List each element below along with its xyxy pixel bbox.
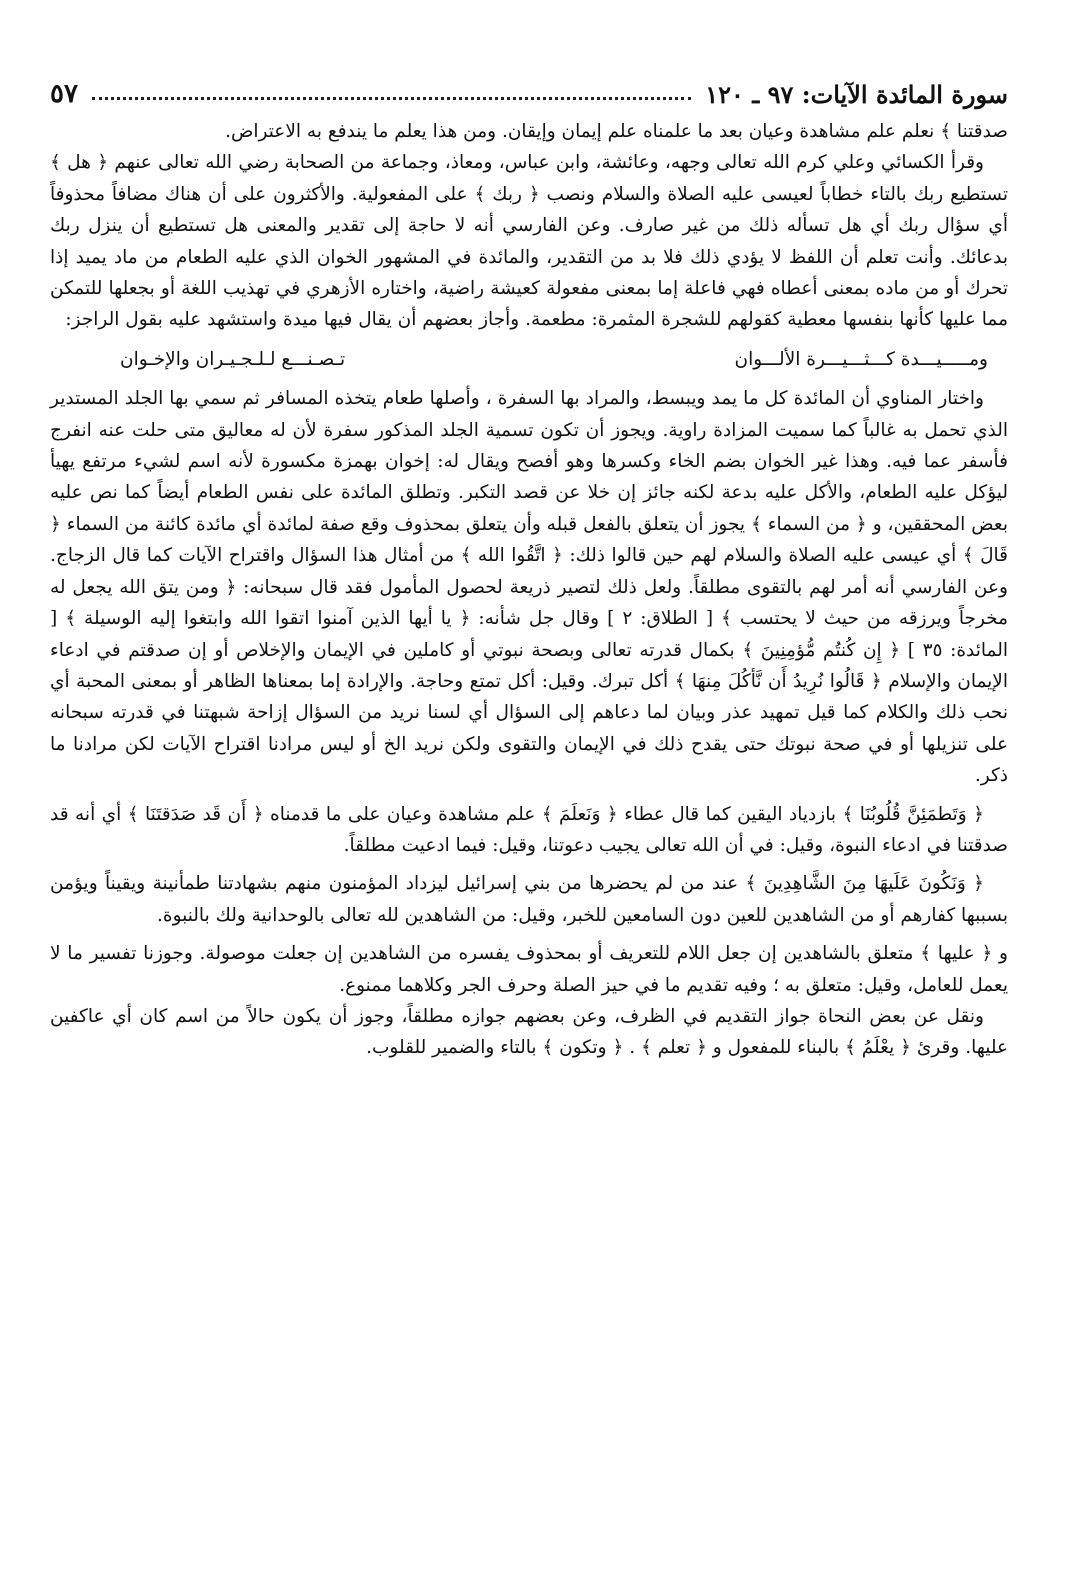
paragraph: واختار المناوي أن المائدة كل ما يمد ويبسط، والمراد بها السفرة ، وأصلها طعام يتخذه المسافر ثم سمي بها الجلد المستدير الذي تحمل به غالباً كما سميت المزادة راوية. ويجوز أن تكون تسمية الجلد المذكور سفرة لأن له معاليق متى حلت عنه انفرج فأسفر عما فيه. وهذا غير الخوان بضم الخاء وكسرها وهو أفصح ويقال له: إخوان بهمزة مكسورة لأنه اسم لشيء مرتفع يهيأ ليؤكل عليه الطعام، والأكل عليه بدعة لكنه جائز إن خلا عن قصد التكبر. وتطلق المائدة على نفس الطعام أيضاً كما نص عليه بعض المحققين، و ﴿ من السماء ﴾ يجوز أن يتعلق بالفعل قبله وأن يتعلق بمحذوف وقع صفة لمائدة أي مائدة كائنة من السماء ﴿ قَالَ ﴾ أي عيسى عليه الصلاة والسلام لهم حين قالوا ذلك: ﴿ اتَّقُوا الله ﴾ من أمثال هذا السؤال واقتراح الآيات كما قال الزجاج. وعن الفارسي أنه أمر لهم بالتقوى مطلقاً. ولعل ذلك لتصير ذريعة لحصول المأمول فقد قال سبحانه: ﴿ ومن يتق الله يجعل له مخرجاً ويرزقه من حيث لا يحتسب ﴾ [ الطلاق: ٢ ] وقال جل شأنه: ﴿ يا أيها الذين آمنوا اتقوا الله وابتغوا إليه الوسيلة ﴾ [ المائدة: ٣٥ ] ﴿ إِن كُنتُم مُّؤمِنِينَ ﴾ بكمال قدرته تعالى وبصحة نبوتي أو كاملين في الإيمان والإخلاص أو إن صدقتم في ادعاء الإيمان والإسلام ﴿ قَالُوا نُرِيدُ أَن نَّأكُلَ مِنهَا ﴾ أكل تبرك. وقيل: أكل تمتع وحاجة. والإرادة إما بمعناها الظاهر أو بمعنى المحبة أي نحب ذلك والكلام كما قيل تمهيد عذر وبيان لما دعاهم إلى السؤال أي لسنا نريد من السؤال إزاحة شبهتنا في قدرته سبحانه على تنزيلها أو في صحة نبوتك حتى يقدح ذلك في الإيمان والتقوى ولكن نريد الخ أو ليس مرادنا اقتراح الآيات لكن مرادنا ما ذكر. <box>50 388 1009 787</box>
paragraph: ﴿ وَنَكُونَ عَلَيهَا مِنَ الشَّاهِدِينَ ﴾ عند من لم يحضرها من بني إسرائيل ليزداد المؤمنون منهم بشهادتنا طمأنينة ويقيناً ويؤمن بسببها كفارهم أو من الشاهدين للعين دون السامعين للخبر، وقيل: من الشاهدين لله تعالى بالوحدانية ولك بالنبوة. <box>50 873 1008 926</box>
page-body <box>50 116 1008 1064</box>
paragraph: وقرأ الكسائي وعلي كرم الله تعالى وجهه، وعائشة، وابن عباس، ومعاذ، وجماعة من الصحابة رضي الله تعالى عنهم ﴿ هل ﴾ تستطيع ربك بالتاء خطاباً لعيسى عليه الصلاة والسلام ونصب ﴿ ربك ﴾ على المفعولية. والأكثرون على أن هناك مضافاً محذوفاً أي سؤال ربك أي هل تسأله ذلك من غير صارف. وعن الفارسي أنه لا حاجة إلى تقدير والمعنى هل تستطيع أن ينزل ربك بدعائك. وأنت تعلم أن اللفظ لا يؤدي ذلك فلا بد من التقدير، والمائدة في المشهور الخوان الذي عليه الطعام من ماد يميد إذا تحرك أو من ماده بمعنى أعطاه فهي فاعلة إما بمعنى مفعولة كعيشة راضية، واختاره الأزهري في تهذيب اللغة أو بجعلها للتمكن مما عليها كأنها بنفسها معطية كقولهم للشجرة المثمرة: مطعمة. وأجاز بعضهم أن يقال فيها ميدة واستشهد عليه بقول الراجز: <box>50 152 1008 331</box>
surah-title: سورة المائدة الآيات: ٩٧ ـ ١٢٠ <box>705 79 1008 109</box>
paragraph: ﴿ وَتَطمَئِنَّ قُلُوبُنَا ﴾ بازدياد اليقين كما قال عطاء ﴿ وَنَعلَمَ ﴾ علم مشاهدة وعيان على ما قدمناه ﴿ أَن قَد صَدَقتَنَا ﴾ أي أنه قد صدقتنا في ادعاء النبوة، وقيل: في أن الله تعالى يجيب دعوتنا، وقيل: فيما ادعيت مطلقاً. <box>50 803 1008 856</box>
poetry-verse <box>120 344 988 375</box>
paragraph: صدقتنا ﴾ نعلم علم مشاهدة وعيان بعد ما علمناه علم إيمان وإيقان. ومن هذا يعلم ما يندفع به الاعتراض. <box>225 121 1008 142</box>
page-header <box>50 72 1008 116</box>
document-page <box>50 72 1008 1542</box>
paragraph: ونقل عن بعض النحاة جواز التقديم في الظرف، وعن بعضهم جوازه مطلقاً، وجوز أن يكون حالاً من اسم كان أي عاكفين عليها. وقرئ ﴿ يعْلَمُ ﴾ بالبناء للمفعول و ﴿ تعلم ﴾ . ﴿ وتكون ﴾ بالتاء والضمير للقلوب. <box>50 1005 1008 1059</box>
verse-first-hemistich: ومـــــيـــدة كـــثـــيـــرة الألـــوان <box>734 348 988 370</box>
paragraph: و ﴿ عليها ﴾ متعلق بالشاهدين إن جعل اللام للتعريف أو بمحذوف يفسره من الشاهدين إن جعلت موصولة. وجوزنا تفسير ما لا يعمل للعامل، وقيل: متعلق به ؛ وفيه تقديم ما في حيز الصلة وحرف الجر وكلاهما ممنوع. <box>50 943 1008 996</box>
page-number: ٥٧ <box>50 79 78 109</box>
header-dotted-leader <box>92 97 691 100</box>
verse-second-hemistich: تـصـنـــع لـلـجـيـران والإخـوان <box>120 348 346 370</box>
